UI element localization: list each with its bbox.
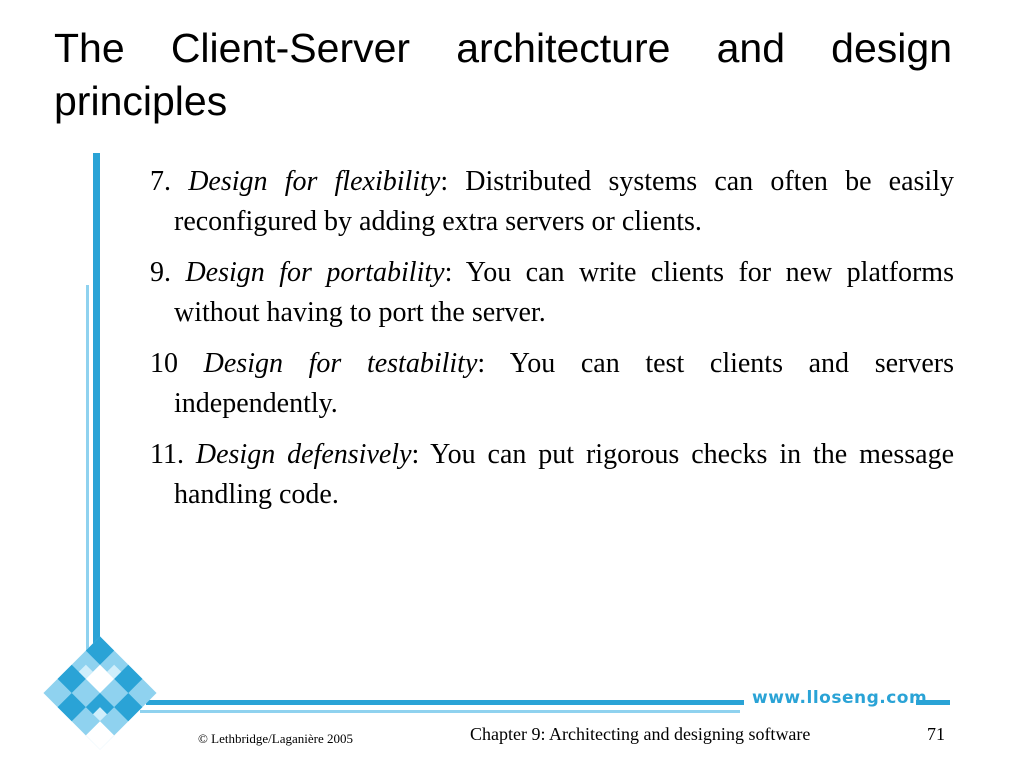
list-item	[150, 344, 954, 424]
decorative-horizontal-bar	[146, 700, 744, 705]
copyright-notice: © Lethbridge/Laganière 2005	[198, 731, 353, 746]
chapter-title: Chapter 9: Architecting and designing software	[470, 724, 811, 744]
diamond-mosaic-logo	[30, 635, 170, 750]
item-term: Design defensively	[195, 439, 412, 470]
slide-title: The Client-Server architecture and design principles	[54, 25, 952, 124]
decorative-vertical-bar	[93, 153, 100, 705]
item-term: Design for testability	[203, 348, 478, 379]
item-number: 11.	[150, 439, 196, 470]
item-description: Distributed systems can often be easily reconfigured by adding extra servers or clients.	[174, 166, 954, 237]
decorative-horizontal-bar-light	[140, 710, 740, 713]
item-term: Design for flexibility	[188, 166, 441, 197]
list-item	[150, 162, 954, 242]
website-url: www.lloseng.com	[752, 688, 928, 708]
page-number: 71	[927, 724, 945, 744]
item-term: Design for portability	[185, 257, 445, 288]
item-colon: :	[440, 166, 449, 197]
item-number: 9.	[150, 257, 186, 288]
item-colon: :	[444, 257, 453, 288]
list-item	[150, 253, 954, 333]
item-description: You can put rigorous checks in the message handling code.	[174, 439, 955, 510]
item-description: You can test clients and servers independently.	[174, 348, 954, 419]
decorative-vertical-bar-light	[86, 285, 89, 685]
item-number: 7.	[150, 166, 189, 197]
item-colon: :	[411, 439, 420, 470]
item-number: 10	[150, 348, 204, 379]
principles-list	[150, 162, 954, 526]
item-description: You can write clients for new platforms without having to port the server.	[174, 257, 954, 328]
item-colon: :	[477, 348, 486, 379]
list-item	[150, 435, 954, 515]
